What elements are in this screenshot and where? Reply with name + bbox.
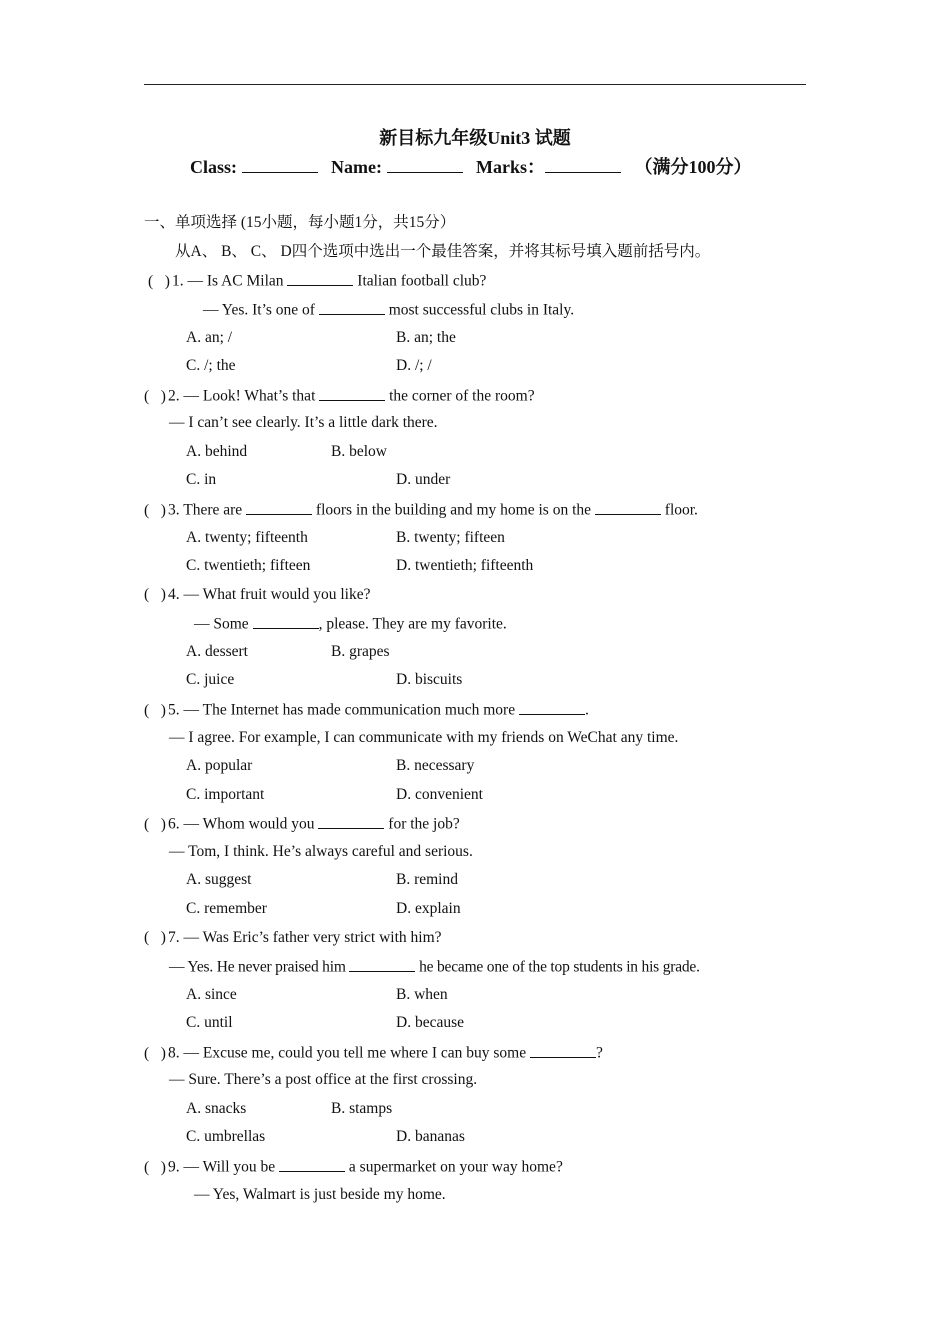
- option-c: C. juice: [186, 671, 235, 688]
- page-title: 新目标九年级Unit3 试题: [379, 128, 571, 148]
- option-d: D. convenient: [396, 786, 483, 803]
- answer-bracket[interactable]: ( ): [144, 1158, 166, 1176]
- answer-bracket[interactable]: ( ): [144, 815, 166, 833]
- question-7-line2: — Yes. He never praised him he became one of the top students in his grade.: [169, 955, 700, 979]
- question-8: ( ) 8. — Excuse me, could you tell me where I can buy some ?: [144, 1041, 603, 1065]
- option-c: C. /; the: [186, 357, 236, 374]
- option-a: A. popular: [186, 757, 253, 774]
- class-label: Class:: [190, 157, 238, 177]
- option-c: C. remember: [186, 900, 267, 917]
- class-blank[interactable]: [242, 154, 318, 173]
- option-a: A. twenty; fifteenth: [186, 529, 308, 546]
- option-b: B. grapes: [331, 643, 390, 660]
- option-c: C. twentieth; fifteen: [186, 557, 311, 574]
- question-4: ( ) 4. — What fruit would you like?: [144, 584, 370, 606]
- option-a: A. an; /: [186, 329, 233, 346]
- option-b: B. stamps: [331, 1100, 393, 1117]
- question-1: ( ) 1. — Is AC Milan Italian football club?: [148, 269, 486, 293]
- name-blank[interactable]: [387, 154, 463, 173]
- answer-blank[interactable]: [279, 1155, 345, 1172]
- answer-bracket[interactable]: ( ): [144, 1044, 166, 1062]
- option-b: B. below: [331, 443, 387, 460]
- question-7: ( ) 7. — Was Eric’s father very strict with him?: [144, 927, 442, 949]
- marks-label: Marks：: [476, 157, 545, 177]
- option-d: D. twentieth; fifteenth: [396, 557, 534, 574]
- option-a: A. behind: [186, 443, 248, 460]
- question-5: ( ) 5. — The Internet has made communication much more .: [144, 698, 589, 722]
- option-d: D. explain: [396, 900, 461, 917]
- answer-blank[interactable]: [246, 498, 312, 515]
- question-3: ( ) 3. There are floors in the building and my home is on the floor.: [144, 498, 698, 522]
- header-rule: [144, 84, 806, 85]
- option-c: C. until: [186, 1014, 233, 1031]
- answer-blank[interactable]: [530, 1041, 596, 1058]
- option-b: B. an; the: [396, 329, 456, 346]
- marks-blank[interactable]: [545, 154, 621, 173]
- option-b: B. remind: [396, 871, 458, 888]
- option-a: A. suggest: [186, 871, 252, 888]
- question-8-line2: — Sure. There’s a post office at the first crossing.: [169, 1071, 478, 1088]
- answer-bracket[interactable]: ( ): [148, 272, 170, 290]
- option-a: A. snacks: [186, 1100, 247, 1117]
- option-d: D. because: [396, 1014, 464, 1031]
- option-d: D. under: [396, 471, 451, 488]
- option-d: D. bananas: [396, 1128, 465, 1145]
- question-9: ( ) 9. — Will you be a supermarket on your way home?: [144, 1155, 563, 1179]
- answer-blank[interactable]: [519, 698, 585, 715]
- answer-bracket[interactable]: ( ): [144, 929, 166, 946]
- question-2-line2: — I can’t see clearly. It’s a little dark there.: [169, 414, 438, 431]
- option-b: B. when: [396, 986, 448, 1003]
- answer-bracket[interactable]: ( ): [144, 387, 166, 405]
- answer-bracket[interactable]: ( ): [144, 501, 166, 519]
- full-score: （满分100分）: [634, 157, 752, 177]
- option-b: B. twenty; fifteen: [396, 529, 505, 546]
- question-6-line2: — Tom, I think. He’s always careful and serious.: [169, 843, 473, 860]
- answer-blank[interactable]: [287, 269, 353, 286]
- answer-blank[interactable]: [349, 955, 415, 972]
- question-5-line2: — I agree. For example, I can communicate with my friends on WeChat any time.: [169, 729, 679, 746]
- answer-blank[interactable]: [595, 498, 661, 515]
- option-c: C. umbrellas: [186, 1128, 266, 1145]
- option-a: A. dessert: [186, 643, 248, 660]
- answer-bracket[interactable]: ( ): [144, 701, 166, 719]
- option-c: C. in: [186, 471, 217, 488]
- name-label: Name:: [331, 157, 382, 177]
- option-c: C. important: [186, 786, 265, 803]
- answer-blank[interactable]: [318, 812, 384, 829]
- option-d: D. biscuits: [396, 671, 463, 688]
- option-a: A. since: [186, 986, 237, 1003]
- answer-blank[interactable]: [319, 298, 385, 315]
- section-instruction: 从A、 B、 C、 D四个选项中选出一个最佳答案，并将其标号填入题前括号内。: [175, 243, 711, 260]
- question-9-line2: — Yes, Walmart is just beside my home.: [194, 1186, 446, 1203]
- section-heading: 一、单项选择 (15小题，每小题1分，共15分）: [144, 214, 456, 231]
- question-4-line2: — Some , please. They are my favorite.: [194, 612, 507, 636]
- question-2: ( ) 2. — Look! What’s that the corner of the room?: [144, 384, 535, 408]
- option-b: B. necessary: [396, 757, 475, 774]
- answer-blank[interactable]: [319, 384, 385, 401]
- answer-bracket[interactable]: ( ): [144, 586, 166, 603]
- option-d: D. /; /: [396, 357, 432, 374]
- student-info-line: [190, 153, 752, 179]
- question-6: ( ) 6. — Whom would you for the job?: [144, 812, 460, 836]
- question-1-line2: — Yes. It’s one of most successful clubs in Italy.: [203, 298, 574, 322]
- answer-blank[interactable]: [253, 612, 319, 629]
